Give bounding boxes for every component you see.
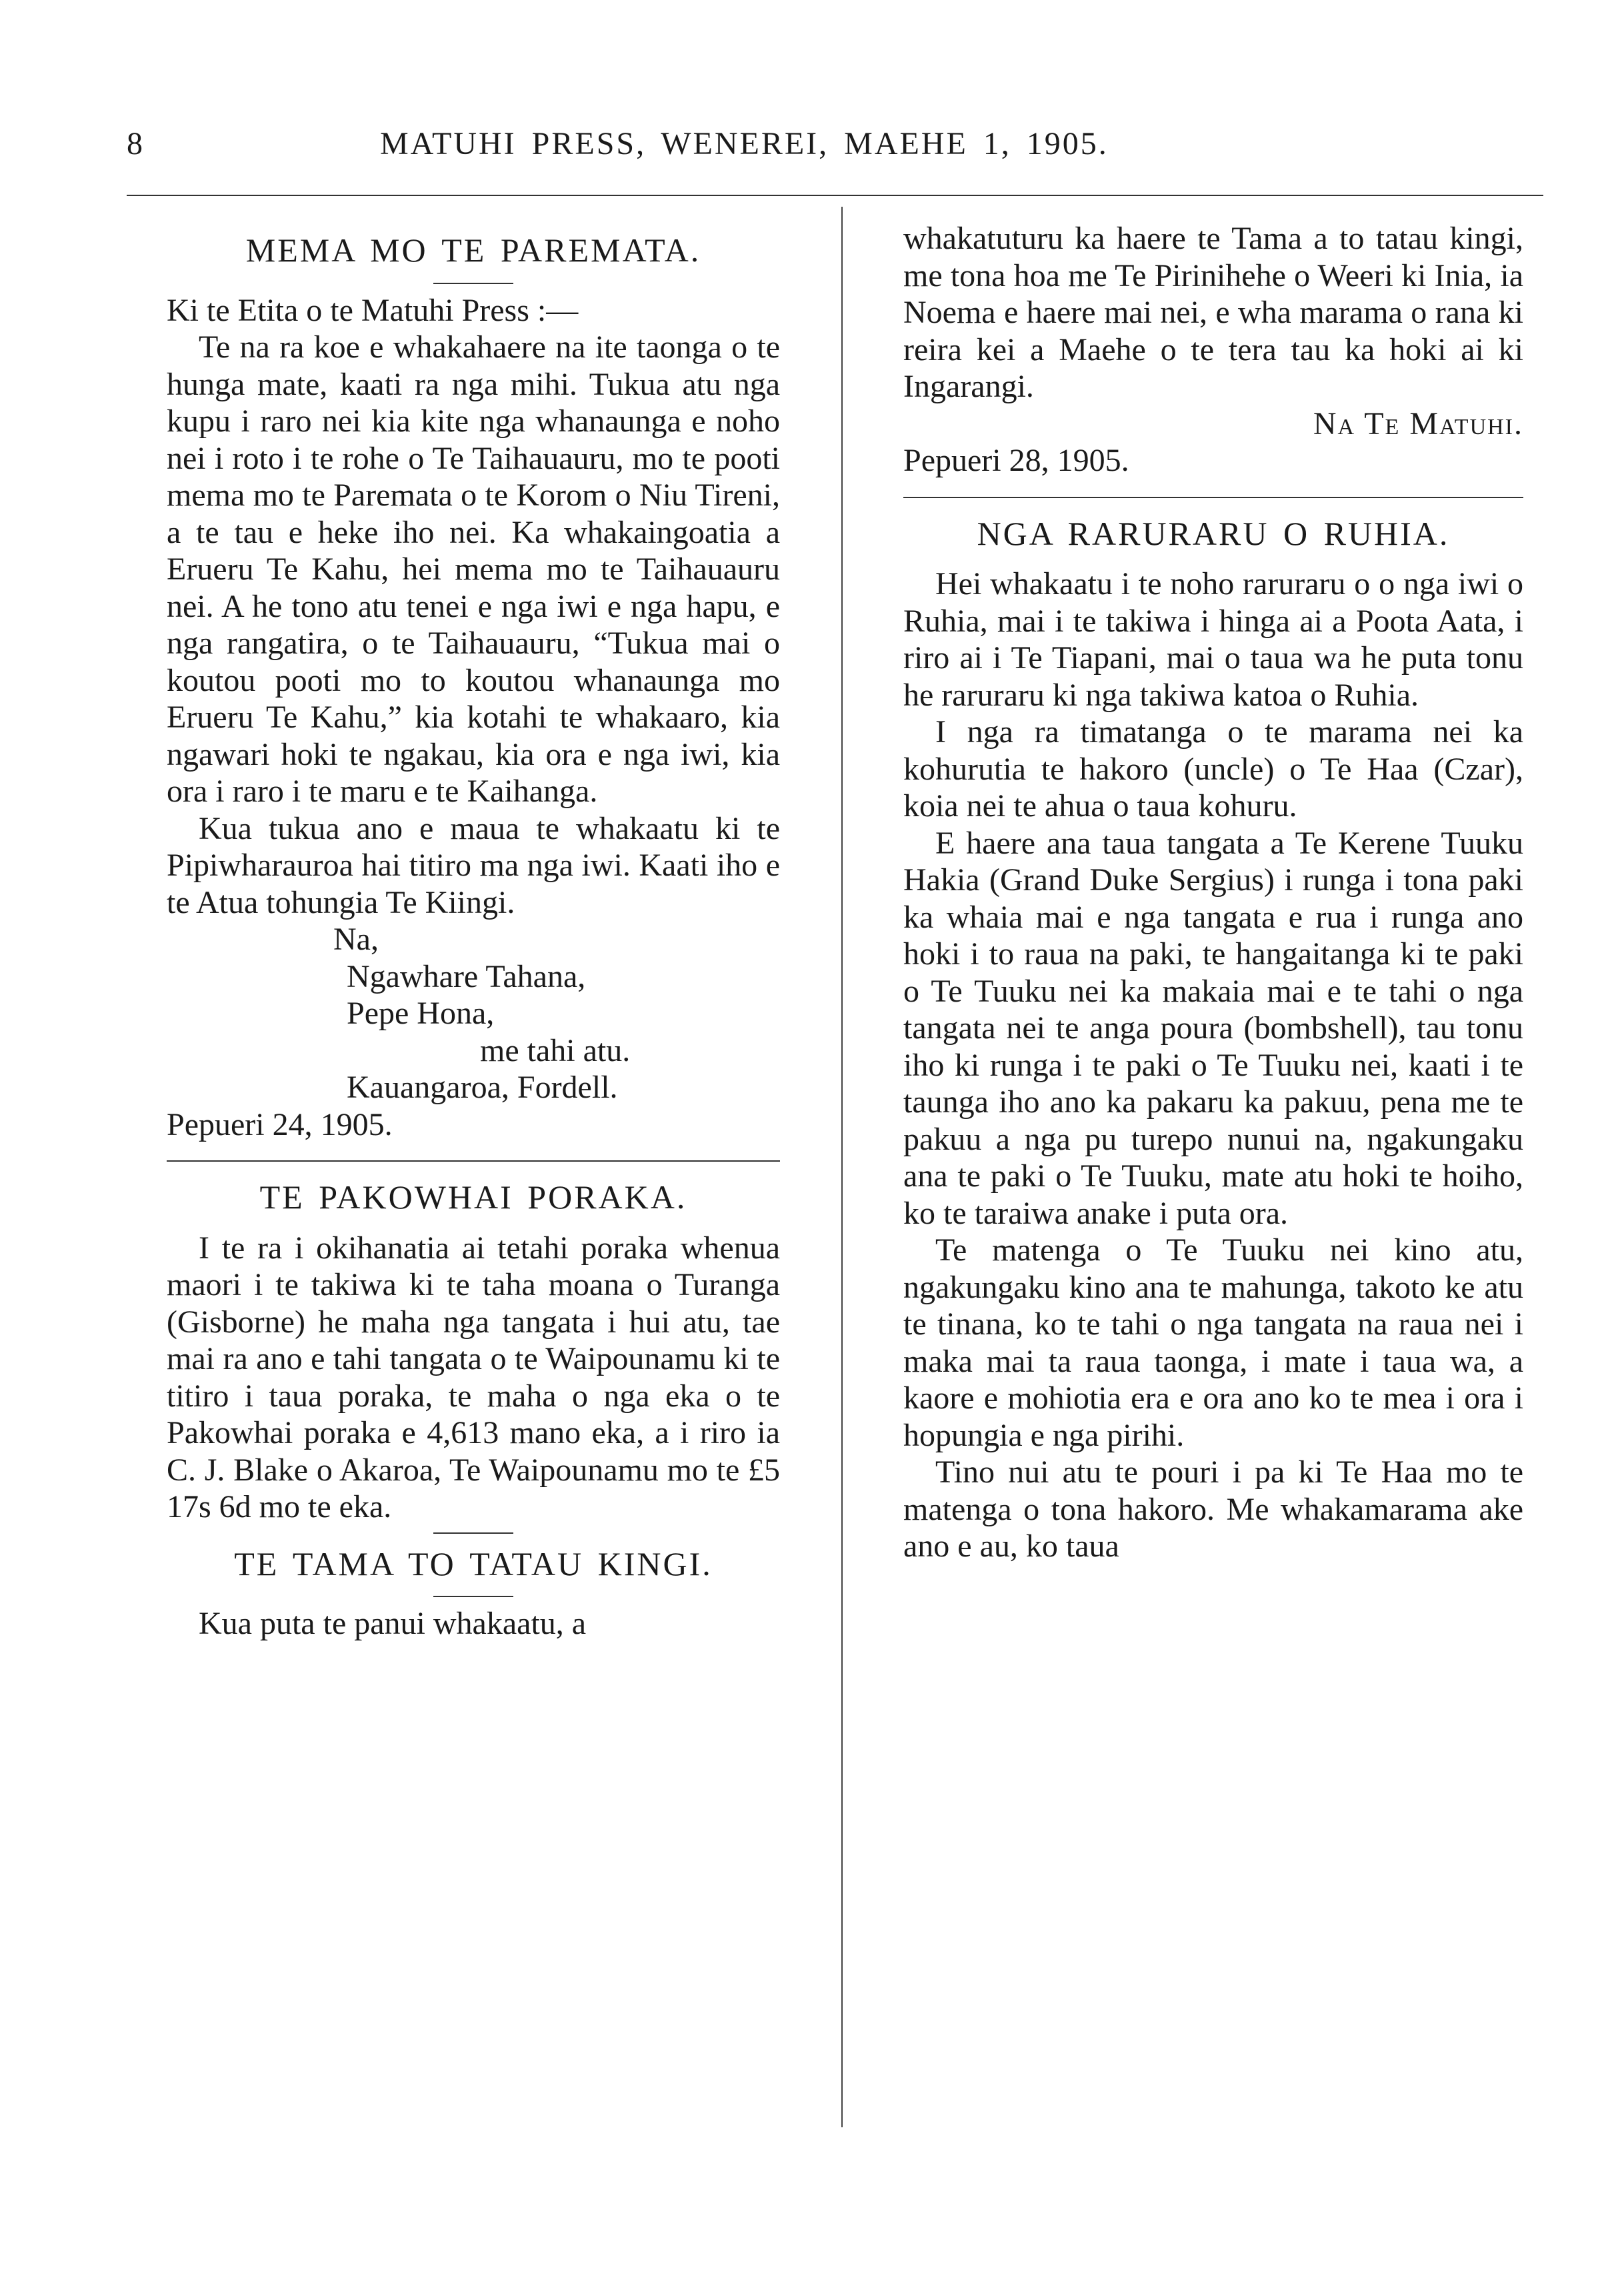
article-date: Pepueri 28, 1905. bbox=[903, 443, 1129, 478]
short-rule bbox=[433, 283, 513, 284]
article-heading: TE TAMA TO TATAU KINGI. bbox=[234, 1544, 713, 1582]
short-rule bbox=[433, 1532, 513, 1534]
article-te-tama-to-tatau-kingi bbox=[167, 1546, 780, 1642]
article-paragraph: whakatuturu ka haere te Tama a to tatau kingi, me tona hoa me Te Pirinihehe o Weeri ki Inia, ia Noema e haere mai nei, e wha marama o rana ki reira kei a Maehe o te tera tau ka hoki ai ki Ingarangi. bbox=[903, 221, 1523, 404]
article-paragraph: Tino nui atu te pouri i pa ki Te Haa mo te matenga o tona hakoro. Me whakamarama ake ano e au, ko taua bbox=[903, 1454, 1523, 1564]
section-rule bbox=[167, 1160, 780, 1162]
header-rule bbox=[127, 195, 1543, 196]
page-header bbox=[127, 125, 1447, 185]
signatory-name: Pepe Hona, bbox=[347, 996, 495, 1031]
signatory-place: Kauangaroa, Fordell. bbox=[347, 1070, 618, 1105]
page-number: 8 bbox=[127, 126, 145, 161]
article-paragraph: Hei whakaatu i te noho raruraru o o nga iwi o Ruhia, mai i te takiwa i hinga ai a Poota Aata, i riro ai i Te Tiapani, mai o taua wa he puta tonu he raruraru ki nga takiwa katoa o Ruhia. bbox=[903, 566, 1523, 713]
article-nga-raruraru-o-ruhia bbox=[903, 515, 1523, 1565]
article-te-pakowhai-poraka bbox=[167, 1179, 780, 1526]
article-paragraph: Te matenga o Te Tuuku nei kino atu, ngakungaku kino ana te mahunga, takoto ke atu te tinana, ko te tahi o nga tangata na raua nei i maka mai ta raua taonga, i mate i taua wa, a kaore e mohiotia era e ora ano ko te mea i ora i hopungia e nga pirihi. bbox=[903, 1232, 1523, 1453]
article-te-tama-continued bbox=[903, 220, 1523, 479]
right-column bbox=[903, 220, 1523, 1565]
article-paragraph: Te na ra koe e whakahaere na ite taonga o te hunga mate, kaati ra nga mihi. Tukua atu nga kupu i raro nei kia kite nga whanaunga e noho nei i roto i te rohe o Te Taihauauru, mo te pooti mema mo te Paremata o te Korom o Niu Tireni, a te tau e heke iho nei. Ka whakaingoatia a Erueru Te Kahu, hei mema mo te Taihauauru nei. A he tono atu tenei e nga iwi e nga hapu, e nga rangatira, o te Taihauauru, “Tukua mai o koutou pooti mo to koutou whanaunga mo Erueru Te Kahu,” kia kotahi te whakaaro, kia ngawari hoki te ngakau, kia ora e nga iwi, kia ora i raro i te maru e te Kaihanga. bbox=[167, 329, 780, 809]
signatory-name: Ngawhare Tahana, bbox=[347, 958, 586, 994]
article-paragraph: Kua tukua ano e maua te whakaatu ki te Pipiwharauroa hai titiro ma nga iwi. Kaati iho e te Atua tohungia Te Kiingi. bbox=[167, 810, 780, 920]
signature-na: Na, bbox=[333, 922, 379, 957]
article-paragraph: I nga ra timatanga o te marama nei ka kohurutia te hakoro (uncle) o Te Haa (Czar), koia nei te ahua o taua kohuru. bbox=[903, 714, 1523, 824]
article-signature: Na Te Matuhi. bbox=[1313, 405, 1523, 441]
article-heading: TE PAKOWHAI PORAKA. bbox=[259, 1178, 687, 1216]
short-rule bbox=[433, 1596, 513, 1597]
article-heading: NGA RARURARU O RUHIA. bbox=[977, 514, 1450, 552]
article-paragraph: E haere ana taua tangata a Te Kerene Tuuku Hakia (Grand Duke Sergius) i runga i tona paki ka whaia mai e nga tangata e rua i runga ano hoki i to raua na paki, te hangaitanga ki te paki o Te Tuuku nei ka makaia mai e te tahi o nga tangata nei te anga poura (bombshell), tau tonu iho ki runga i te paki o Te Tuuku nei, kaati i te taunga iho ano ka pakaru ka pakuu, pena me te pakuu a nga pu turepo nunui na, ngakungaku ana te paki o Te Tuuku, mate atu hoki te hoiho, ko te taraiwa anake i puta ora. bbox=[903, 825, 1523, 1231]
salutation: Ki te Etita o te Matuhi Press :— bbox=[167, 292, 579, 328]
article-paragraph: I te ra i okihanatia ai tetahi poraka whenua maori i te takiwa ki te taha moana o Turanga (Gisborne) he maha nga tangata i hui atu, tae mai ra ano e tahi tangata o te Waipounamu ki te titiro i taua poraka, te maha o nga eka o te Pakowhai poraka e 4,613 mano eka, a i riro ia C. J. Blake o Akaroa, Te Waipounamu mo te £5 17s 6d mo te eka. bbox=[167, 1230, 780, 1524]
article-heading: MEMA MO TE PAREMATA. bbox=[245, 231, 701, 269]
article-mema-mo-te-paremata bbox=[167, 232, 780, 1143]
letter-date: Pepueri 24, 1905. bbox=[167, 1106, 393, 1142]
signatory-name: me tahi atu. bbox=[480, 1032, 631, 1068]
section-rule bbox=[903, 497, 1523, 498]
column-divider bbox=[841, 207, 843, 2127]
left-column bbox=[167, 220, 780, 1642]
article-paragraph: Kua puta te panui whakaatu, a bbox=[199, 1606, 587, 1641]
masthead-title: MATUHI PRESS, WENEREI, MAEHE 1, 1905. bbox=[380, 126, 1109, 161]
